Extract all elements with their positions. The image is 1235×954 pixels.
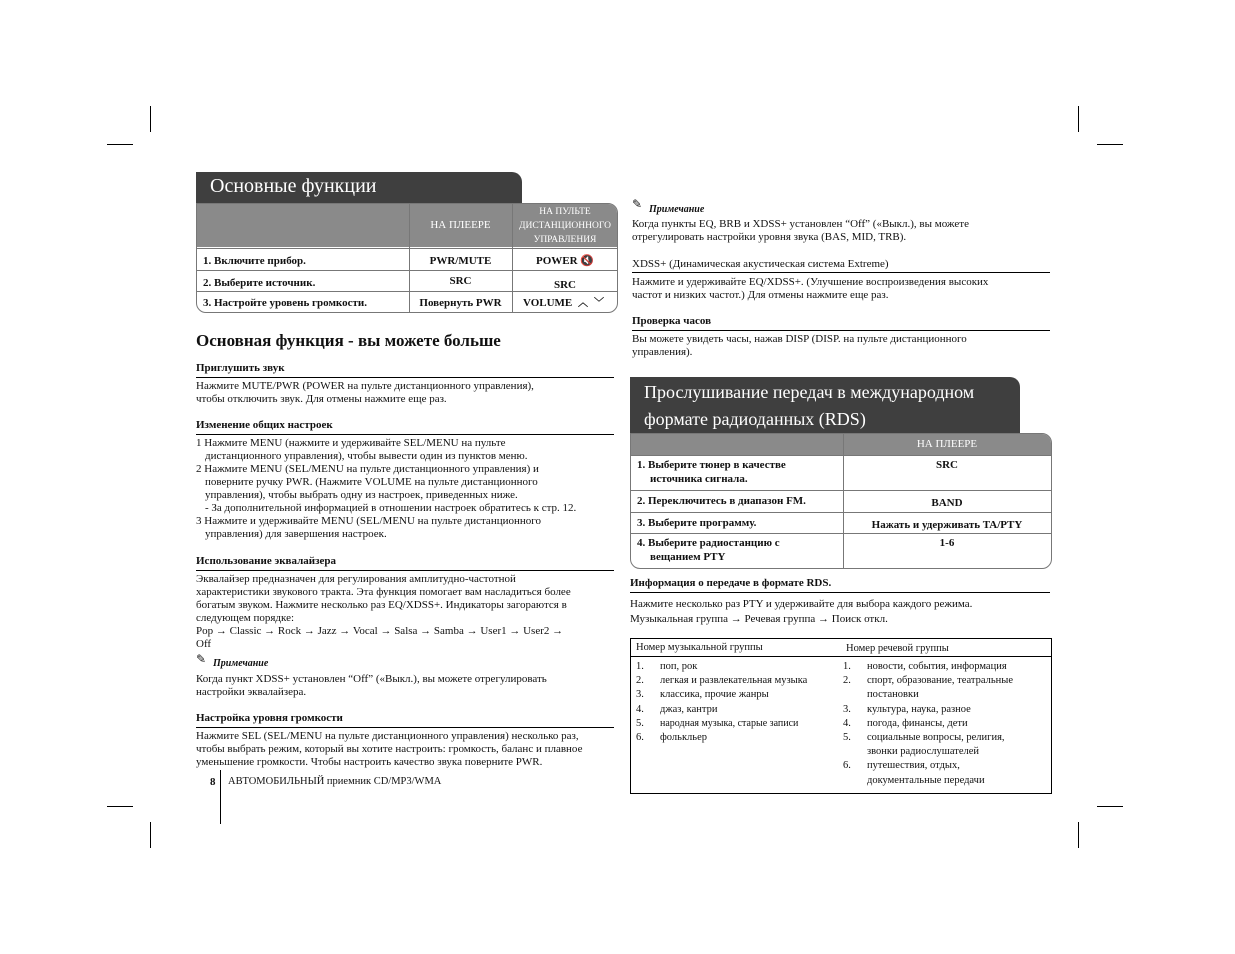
note-label: Примечание	[649, 204, 705, 215]
crop-mark	[1097, 144, 1123, 145]
volume-up-icon: ︿	[578, 298, 589, 309]
table-row: 3. Выберите программу. Нажать и удерживать TA/PTY	[631, 512, 1051, 534]
mute-text: Нажмите MUTE/PWR (POWER на пульте дистанционного управления), чтобы отключить звук. Для отмены нажмите еще раз.	[196, 380, 534, 405]
list-item: 4. погода, финансы, дети	[843, 717, 968, 729]
table-row: 2. Переключитесь в диапазон FM. BAND	[631, 490, 1051, 513]
list-item: 1. поп, рок	[636, 661, 698, 672]
note-label: Примечание	[213, 658, 269, 669]
speech-group-header: Номер речевой группы	[846, 643, 949, 654]
crop-mark	[107, 806, 133, 807]
mute-speaker-icon: 🔇	[580, 255, 594, 267]
section-title: Основные функции	[210, 175, 377, 197]
table-row: 1. Включите прибор. PWR/MUTE POWER 🔇	[197, 248, 617, 270]
crop-mark	[1097, 806, 1123, 807]
right-note-text: Когда пункты EQ, BRB и XDSS+ установлен “Off” («Выкл.), вы можете отрегулировать настройки уровня звука (BAS, MID, TRB).	[632, 218, 969, 243]
list-item: 5. социальные вопросы, религия, звонки радиослушателей	[843, 732, 1005, 758]
level-heading: Настройка уровня громкости	[196, 712, 343, 724]
footer-divider	[220, 770, 221, 824]
table-row: 1. Выберите тюнер в качестве источника сигнала. SRC	[631, 455, 1051, 491]
note-pencil-icon: ✎	[196, 652, 207, 666]
clock-text: Вы можете увидеть часы, нажав DISP (DISP. на пульте дистанционного управления).	[632, 333, 967, 358]
col-player-header: НА ПЛЕЕРЕ	[916, 438, 978, 450]
section-banner-basic	[196, 172, 522, 204]
speech-group-list	[843, 660, 1048, 788]
table-row: 2. Выберите источник. SRC SRC	[197, 270, 617, 292]
mute-heading: Приглушить звук	[196, 362, 285, 374]
xdss-heading: XDSS+ (Динамическая акустическая система Extreme)	[632, 258, 889, 270]
eq-heading: Использование эквалайзера	[196, 555, 337, 567]
eq-note-text: Когда пункт XDSS+ установлен “Off” («Выкл.), вы можете отрегулировать настройки эквалайзера.	[196, 673, 547, 698]
crop-mark	[1078, 106, 1079, 132]
col-remote-header: НА ПУЛЬТЕ ДИСТАНЦИОННОГО УПРАВЛЕНИЯ	[518, 207, 611, 245]
pty-groups-box	[630, 638, 1052, 794]
list-item: 6. фолькльер	[636, 732, 707, 744]
list-item: 6. путешествия, отдых, документальные передачи	[843, 760, 985, 786]
col-player-header: НА ПЛЕЕРЕ	[430, 219, 491, 231]
music-group-list	[636, 660, 841, 745]
table-row: 4. Выберите радиостанцию с вещанием PTY 1-6	[631, 533, 1051, 569]
level-text: Нажмите SEL (SEL/MENU на пульте дистанционного управления) несколько раз, чтобы выбрать режим, который вы хотите настроить: громкость, баланс и плавное уменьшение громкости. Чтобы настроить качество звука поверните PWR.	[196, 730, 583, 768]
list-item: 4. джаз, кантри	[636, 703, 718, 715]
general-heading: Изменение общих настроек	[196, 419, 333, 431]
xdss-text: Нажмите и удерживайте EQ/XDSS+. (Улучшение воспроизведения высоких частот и низких частот.) Для отмены нажмите еще раз.	[632, 276, 989, 301]
list-item: 5. народная музыка, старые записи	[636, 717, 799, 729]
list-item: 3. культура, наука, разное	[843, 703, 971, 715]
footer-text: АВТОМОБИЛЬНЫЙ приемник CD/MP3/WMA	[228, 776, 442, 787]
crop-mark	[107, 144, 133, 145]
crop-mark	[150, 822, 151, 848]
rds-functions-table	[630, 433, 1052, 569]
table-row: 3. Настройте уровень громкости. Повернуть PWR VOLUME ︿ ﹀	[197, 291, 617, 313]
page-number: 8	[210, 776, 216, 788]
rds-info-heading: Информация о передаче в формате RDS.	[630, 577, 832, 589]
crop-mark	[1078, 822, 1079, 848]
music-group-header: Номер музыкальной группы	[636, 642, 763, 653]
volume-down-icon: ﹀	[594, 298, 605, 309]
eq-text: Эквалайзер предназначен для регулирования амплитудно-частотной характеристики звукового тракта. Эта функция помогает вам насладиться более богатым звуком. Нажмите несколько раз EQ/XDSS+. Индикаторы загораются в следующем порядке: Pop → Classic → Rock → Jazz → Vocal → Salsa → Samba → User1 → User2 → Off	[196, 573, 571, 650]
rds-info-text: Нажмите несколько раз PTY и удерживайте для выбора каждого режима. Музыкальная группа → Речевая группа → Поиск откл.	[630, 598, 973, 625]
subtitle: Основная функция - вы можете больше	[196, 331, 501, 350]
list-item: 1. новости, события, информация	[843, 661, 1007, 672]
basic-functions-table	[196, 203, 618, 313]
clock-heading: Проверка часов	[632, 315, 712, 327]
section-title: Прослушивание передач в международном формате радиоданных (RDS)	[644, 382, 975, 429]
list-item: 2. легкая и развлекательная музыка	[636, 675, 808, 687]
section-banner-rds	[630, 377, 1020, 433]
crop-mark	[150, 106, 151, 132]
note-pencil-icon: ✎	[632, 197, 643, 211]
general-text: 1 Нажмите MENU (нажмите и удерживайте SEL/MENU на пульте дистанционного управления), чтобы вывести один из пунктов меню. 2 Нажмите MENU (SEL/MENU на пульте дистанционного управления) и поверните ручку PWR. (Нажмите VOLUME на пульте дистанционного управления), чтобы выбрать одну из настроек, приведенных ниже. - За дополнительной информацией в отношении настроек обратитесь к стр. 12. 3 Нажмите и удерживайте MENU (SEL/MENU на пульте дистанционного управления) для завершения настроек.	[196, 437, 577, 540]
list-item: 3. классика, прочие жанры	[636, 689, 769, 701]
list-item: 2. спорт, образование, театральные постановки	[843, 675, 1014, 701]
